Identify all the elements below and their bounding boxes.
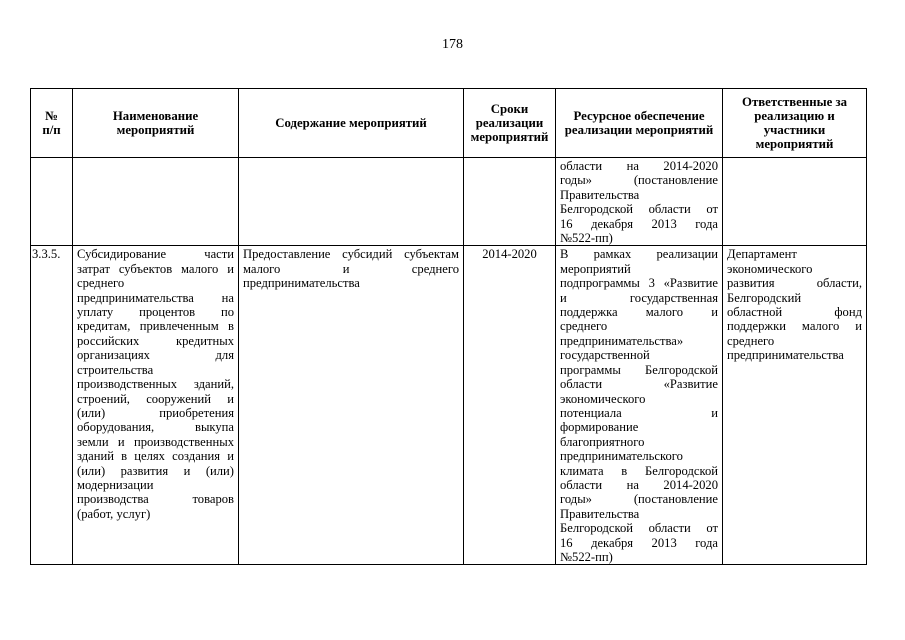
text-line: (или) развития и (или) [77, 463, 234, 478]
cell-empty [723, 158, 867, 246]
cell-empty [31, 158, 73, 246]
cell-responsible [723, 246, 867, 565]
text-line: российских кредитных [77, 333, 234, 348]
text-line: Предоставление субсидий субъектам [243, 247, 459, 262]
text-line: предпринимательства [243, 276, 360, 291]
text-line: среднего [560, 319, 608, 334]
table-row-continued [31, 158, 867, 246]
header-responsible-line: Ответственные за [742, 95, 847, 109]
text-line: области «Развитие [560, 377, 718, 392]
text-line: предпринимательства на [77, 290, 234, 305]
header-resources-line: реализации мероприятий [564, 123, 714, 137]
text-line: №522-пп) [560, 231, 613, 246]
header-responsible-line: мероприятий [755, 137, 834, 151]
header-name [73, 89, 239, 158]
header-terms [464, 89, 556, 158]
text-line: годы» (постановление [560, 492, 718, 507]
text-line: малого и среднего [243, 261, 459, 276]
text-line: 16 декабря 2013 года [560, 216, 718, 231]
text-line: уплату процентов по [77, 305, 234, 320]
text-line: экономического [560, 391, 646, 406]
table-header-row [31, 89, 867, 158]
text-line: областной фонд [727, 305, 862, 320]
text-line: программы Белгородской [560, 362, 718, 377]
header-terms-line: Сроки [490, 102, 529, 116]
text-line: производственных зданий, [77, 377, 234, 392]
measures-table [30, 88, 867, 565]
header-resources [556, 89, 723, 158]
text-line: поддержка малого и [560, 305, 718, 320]
header-responsible-line: участники [763, 123, 826, 137]
text-line: Белгородской области от [560, 521, 718, 536]
header-responsible [723, 89, 867, 158]
text-line: государственной [560, 348, 650, 363]
text-line: модернизации [77, 477, 154, 492]
text-line: Белгородской области от [560, 202, 718, 217]
text-line: среднего [77, 276, 125, 291]
cell-content [239, 246, 464, 565]
header-name-line: мероприятий [116, 123, 195, 137]
text-line: среднего [727, 333, 775, 348]
cell-terms: 2014-2020 [464, 246, 556, 565]
cell-resources-continued [556, 158, 723, 246]
text-line: развития области, [727, 276, 862, 291]
header-num [31, 89, 73, 158]
text-line: затрат субъектов малого и [77, 261, 234, 276]
text-line: Субсидирование части [77, 247, 234, 262]
text-line: поддержки малого и [727, 319, 862, 334]
text-line: оборудования, выкупа [77, 420, 234, 435]
text-line: №522-пп) [560, 549, 613, 564]
header-terms-line: мероприятий [470, 130, 549, 144]
text-line: мероприятий [560, 261, 631, 276]
text-line: благоприятного [560, 434, 645, 449]
text-line: производства товаров [77, 492, 234, 507]
text-line: зданий в целях создания и [77, 449, 234, 464]
text-line: кредитам, привлеченным в [77, 319, 234, 334]
text-line: предпринимательского [560, 449, 683, 464]
header-content-line: Содержание мероприятий [275, 116, 427, 130]
text-line: годы» (постановление [560, 173, 718, 188]
text-line: формирование [560, 420, 639, 435]
page-number: 178 [442, 37, 463, 52]
header-resources-line: Ресурсное обеспечение [573, 109, 705, 123]
header-content [239, 89, 464, 158]
text-line: строительства [77, 362, 154, 377]
text-line: области на 2014-2020 [560, 477, 718, 492]
text-line: строений, сооружений и [77, 391, 234, 406]
header-name-line: Наименование [112, 109, 199, 123]
text-line: Правительства [560, 506, 640, 521]
cell-empty [73, 158, 239, 246]
text-line: потенциала и [560, 405, 718, 420]
text-line: Белгородский [727, 290, 802, 305]
text-line: предпринимательства [727, 348, 844, 363]
text-line: (или) приобретения [77, 405, 234, 420]
text-line: 16 декабря 2013 года [560, 535, 718, 550]
text-line: области на 2014-2020 [560, 159, 718, 173]
cell-empty [239, 158, 464, 246]
cell-name [73, 246, 239, 565]
header-num-line: п/п [42, 123, 61, 137]
text-line: Департамент [727, 247, 797, 262]
header-num-line: № [45, 109, 58, 123]
text-line: земли и производственных [77, 434, 234, 449]
cell-empty [464, 158, 556, 246]
text-line: Правительства [560, 187, 640, 202]
text-line: климата в Белгородской [560, 463, 718, 478]
text-line: В рамках реализации [560, 247, 718, 262]
cell-num: 3.3.5. [31, 246, 73, 565]
table-row-3-3-5 [31, 246, 867, 565]
header-terms-line: реализации [475, 116, 544, 130]
text-line: организациях для [77, 348, 234, 363]
text-line: и государственная [560, 290, 718, 305]
text-line: предпринимательства» [560, 333, 684, 348]
cell-resources [556, 246, 723, 565]
header-responsible-line: реализацию и [754, 109, 835, 123]
text-line: экономического [727, 261, 813, 276]
text-line: (работ, услуг) [77, 506, 151, 521]
text-line: подпрограммы 3 «Развитие [560, 276, 718, 291]
